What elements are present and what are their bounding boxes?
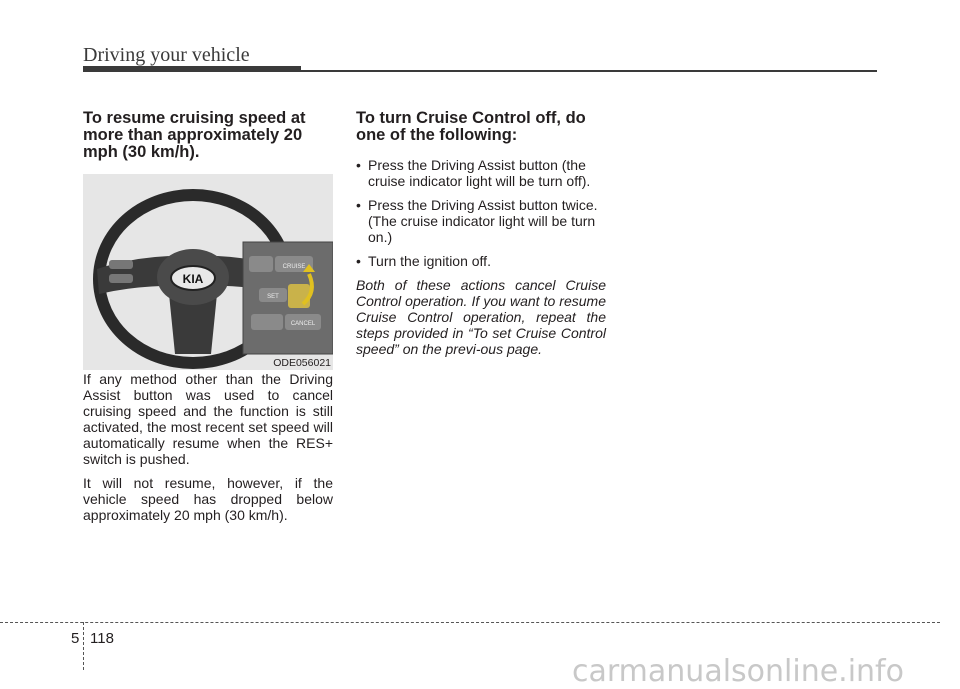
list-item: • Press the Driving Assist button (the cruise indicator light will be turn off). [356,157,591,189]
left-paragraph-1: If any method other than the Driving Assist button was used to cancel cruising speed and the function is still activated, the most recent set speed will automatically resume when the RES+ switch is pushed. [83,371,333,467]
bullet-icon: • [356,197,361,213]
chapter-number: 5 [71,630,80,647]
set-label: SET [267,294,279,300]
kia-logo: KIA [182,272,204,286]
bullet-icon: • [356,253,361,269]
watermark: carmanualsonline.info [572,654,904,689]
cancel-label: CANCEL [290,321,316,327]
left-paragraph-2: It will not resume, however, if the vehicle speed has dropped below approximately 20 mph (30 km/h). [83,475,333,523]
steering-wheel-illustration [83,174,333,370]
right-column [356,110,606,357]
cruise-off-list [356,157,606,269]
figure-code: ODE056021 [273,357,331,369]
list-item: • Turn the ignition off. [356,253,491,269]
cruise-label: CRUISE [282,264,306,270]
footer-divider [83,622,84,670]
cancel-note: Both of these actions cancel Cruise Control operation. If you want to resume Cruise Control operation, repeat the steps provided in “To set Cruise Control speed” on the previ-ous page. [356,277,606,357]
bullet-icon: • [356,157,361,173]
page-number: 118 [90,630,114,647]
footer-rule [0,622,940,623]
left-heading: To resume cruising speed at more than approximately 20 mph (30 km/h). [83,109,306,161]
page-header-title: Driving your vehicle [83,44,250,66]
steering-wheel-figure [83,174,333,370]
header-rule [83,70,877,72]
right-heading: To turn Cruise Control off, do one of the following: [356,109,586,144]
list-item: • Press the Driving Assist button twice. (The cruise indicator light will be turn on.) [356,197,598,245]
